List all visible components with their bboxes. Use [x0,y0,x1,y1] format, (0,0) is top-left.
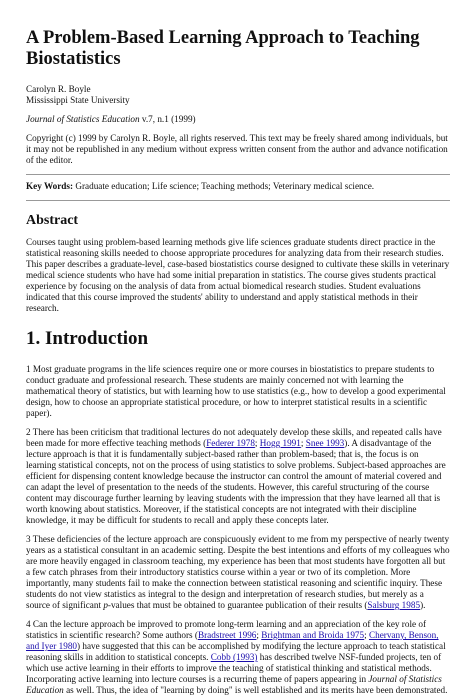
separator: ; [364,630,369,640]
abstract-heading: Abstract [26,213,79,228]
keywords-label: Key Words: [26,181,74,191]
p-value-symbol: p [103,600,108,610]
paragraph-3 [26,534,450,611]
paragraph-1: 1 Most graduate programs in the life sciences require one or more courses in biostatistics to prepare students to conduct graduate and professional research. These students are mainly concerned not with learning the mathematical theory of statistics, but with learning how to use statistics (e.g., how to develop a good experimental design, how to choose an appropriate statistical procedure, or how to interpret statistical results in a scientific paper). [26,364,446,418]
keywords [26,181,450,192]
journal-volume: v.7, n.1 (1999) [139,114,196,124]
paragraph-text: 2 There has been criticism that traditional lectures do not adequately develop these skills, and repeated calls have been made for more effective teaching methods ( [26,427,442,448]
separator: ; [300,438,306,448]
separator: ; [256,630,262,640]
divider [26,174,450,175]
paragraph-2 [26,427,450,526]
ref-link-brightman-broida-1975[interactable]: Brightman and Broida 1975 [261,630,365,640]
journal-name: Journal of Statistics Education [26,114,140,124]
introduction-heading: 1. Introduction [26,328,149,349]
paragraph-text: 4 Can the lecture approach be improved to promote long-term learning and an appreciation of the key role of statistics in scientific research? Some authors ( [26,619,427,640]
ref-link-salsburg-1985[interactable]: Salsburg 1985 [367,600,421,610]
author-name: Carolyn R. Boyle [26,84,91,94]
ref-link-cobb-1993[interactable]: Cobb (1993) [210,652,258,662]
paragraph-text: as well. Thus, the idea of "learning by doing" is well established and its merits have been demonstrated. [63,685,448,695]
paragraph-text: ). [420,600,426,610]
paragraph-4 [26,619,450,696]
ref-link-snee-1993[interactable]: Snee 1993 [305,438,345,448]
divider [26,200,450,201]
paper-title: A Problem-Based Learning Approach to Teaching Biostatistics [26,28,420,69]
keywords-text: Graduate education; Life science; Teaching methods; Veterinary medical science. [73,181,375,191]
abstract-text: Courses taught using problem-based learning methods give life sciences graduate students direct practice in the statistical reasoning skills needed to choose appropriate procedures for analyzing data from their research studies. This paper describes a graduate-level, case-based biostatistics course designed to cultivate these skills in veterinary medical science students who have had some initial preparation in statistics. The course gives students practical experience by focusing on the analysis of data from actual biomedical research studies. Student evaluations indicated that this course improved the students' ability to understand and apply statistical methods in their research. [26,237,450,313]
paragraph-text: has described twelve NSF-funded projects, ten of which use active learning in their efforts to improve the teaching of statistical thinking and statistical methods. Incorporating active learning into lecture courses is a recurring theme of papers appearing in [26,652,442,684]
paragraph-text: -values that must be obtained to guarantee publication of their results ( [107,600,368,610]
paragraph-text: 3 These deficiencies of the lecture approach are conspicuously evident to me from my perspective of nearly twenty years as a statistical consultant in an academic setting. Despite the best intentions and efforts of my colleagues who are more heavily engaged in classroom teaching, my experience has been that most students have forgotten all but a few catch phrases from their introductory statistics course within a year or two of its completion. More importantly, many students fail to make the connection between statistical reasoning and scientific inquiry. These students do not view statistics as integral to the design and interpretation of research studies, but merely as a source of significant [26,534,450,610]
ref-link-chervany-1980[interactable]: Chervany, Benson, and Iyer 1980 [26,630,439,651]
citation-line [26,114,450,125]
ref-link-hogg-1991[interactable]: Hogg 1991 [259,438,301,448]
separator: ; [254,438,260,448]
paragraph-text: ) have suggested that this can be accomplished by modifying the lecture approach to teach statistical reasoning skills in addition to statistical concepts. [26,641,446,662]
paragraph-text: ). A disadvantage of the lecture approach is that it is fundamentally subject-based rather than problem-based; that is, the focus is on learning statistical concepts, not on the process of using statistics to solve problems. Subject-based approaches are efficient for dispensing content knowledge because the instructor can control the amount of material covered and can adapt the level of presentation to the needs of the students. However, this careful structuring of the course content may discourage further learning by leaving students with the impression that they have learned all that is worth knowing about statistics. Moreover, if the statistical concepts are not integrated with their discipline knowledge, it may be difficult for students to recall and apply these concepts later. [26,438,446,525]
ref-link-federer-1978[interactable]: Federer 1978 [206,438,255,448]
author-affiliation: Mississippi State University [26,95,130,105]
ref-link-bradstreet-1996[interactable]: Bradstreet 1996 [197,630,257,640]
journal-name: Journal of Statistics Education [26,674,442,695]
copyright-notice: Copyright (c) 1999 by Carolyn R. Boyle, all rights reserved. This text may be freely shared among individuals, but it may not be republished in any medium without express written consent from the author and advance notification of the editor. [26,133,448,165]
